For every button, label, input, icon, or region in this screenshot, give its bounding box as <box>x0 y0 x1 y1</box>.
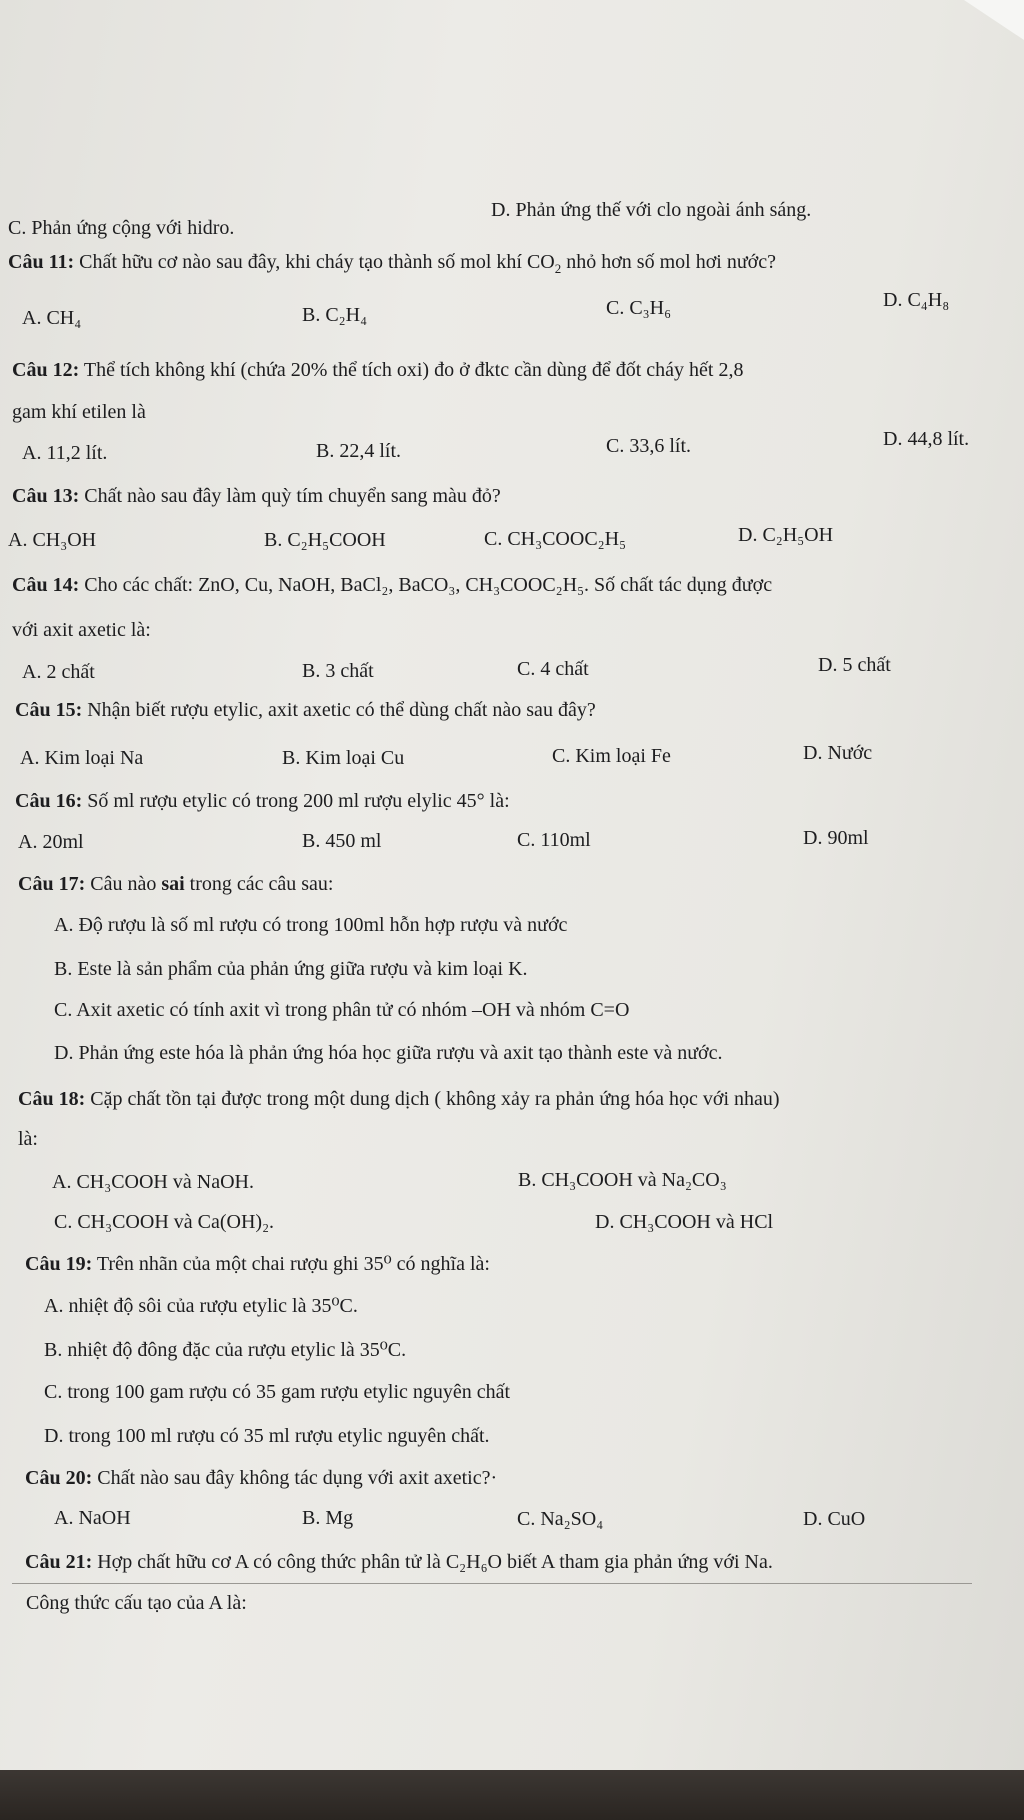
question-21 <box>25 1552 773 1572</box>
question-12-cont: gam khí etilen là <box>12 401 146 423</box>
question-13 <box>12 486 501 506</box>
question-14-cont: với axit axetic là: <box>12 619 151 641</box>
q20-option-d: D. CuO <box>803 1508 866 1530</box>
question-text: Nhận biết rượu etylic, axit axetic có thể dùng chất nào sau đây? <box>82 699 596 721</box>
q19-option-a: A. nhiệt độ sôi của rượu etylic là 35⁰C. <box>44 1295 358 1317</box>
q18-option-d: D. CH₃COOH và HCl <box>595 1211 774 1233</box>
question-number: Câu 14: <box>12 574 80 596</box>
q17-option-c: C. Axit axetic có tính axit vì trong phân tử có nhóm –OH và nhóm C=O <box>54 999 630 1021</box>
q17-option-b: B. Este là sản phẩm của phản ứng giữa rượu và kim loại K. <box>54 958 528 980</box>
q14-option-d: D. 5 chất <box>818 654 891 676</box>
q18-option-c: C. CH₃COOH và Ca(OH)₂. <box>54 1211 275 1233</box>
question-number: Câu 18: <box>18 1088 86 1110</box>
page-corner <box>964 0 1024 40</box>
q16-option-a: A. 20ml <box>18 831 84 853</box>
question-14 <box>12 575 772 595</box>
q14-option-a: A. 2 chất <box>22 661 95 683</box>
question-text: Chất nào sau đây làm quỳ tím chuyển sang màu đỏ? <box>79 485 501 507</box>
question-number: Câu 12: <box>12 359 80 381</box>
q12-option-c: C. 33,6 lít. <box>606 435 692 457</box>
question-number: Câu 20: <box>25 1467 93 1489</box>
q18-option-b: B. CH₃COOH và Na₂CO₃ <box>518 1169 727 1191</box>
q19-option-c: C. trong 100 gam rượu có 35 gam rượu etylic nguyên chất <box>44 1381 511 1403</box>
question-19 <box>25 1254 490 1274</box>
q13-option-a: A. CH₃OH <box>8 529 97 551</box>
question-16 <box>15 791 510 811</box>
q17-option-d: D. Phản ứng este hóa là phản ứng hóa học giữa rượu và axit tạo thành este và nước. <box>54 1042 723 1064</box>
q15-option-a: A. Kim loại Na <box>20 747 144 769</box>
question-text: nhỏ hơn số mol hơi nước? <box>561 251 777 273</box>
q11-option-b: B. C₂H₄ <box>302 304 368 326</box>
question-number: Câu 21: <box>25 1551 93 1573</box>
question-number: Câu 11: <box>8 251 75 273</box>
q13-option-b: B. C₂H₅COOH <box>264 529 386 551</box>
q16-option-c: C. 110ml <box>517 829 591 851</box>
question-text: Thể tích không khí (chứa 20% thể tích oxi) đo ở đktc cần dùng để đốt cháy hết 2,8 <box>79 359 744 381</box>
question-15 <box>15 700 596 720</box>
q11-option-d: D. C₄H₈ <box>883 289 950 311</box>
q13-option-c: C. CH₃COOC₂H₅ <box>484 528 627 550</box>
q14-option-c: C. 4 chất <box>517 658 589 680</box>
subscript: 2 <box>554 261 562 276</box>
q18-option-a: A. CH₃COOH và NaOH. <box>52 1171 254 1193</box>
q17-option-a: A. Độ rượu là số ml rượu có trong 100ml hỗn hợp rượu và nước <box>54 914 568 936</box>
question-number: Câu 19: <box>25 1253 93 1275</box>
q13-option-d: D. C₂H₅OH <box>738 524 834 546</box>
question-number: Câu 16: <box>15 790 83 812</box>
question-12 <box>12 360 743 380</box>
table-edge <box>0 1770 1024 1820</box>
q12-option-d: D. 44,8 lít. <box>883 428 970 450</box>
question-text: Cho các chất: ZnO, Cu, NaOH, BaCl₂, BaCO₃, CH₃COOC₂H₅. Số chất tác dụng được <box>79 574 773 596</box>
q12-option-a: A. 11,2 lít. <box>22 442 108 464</box>
q20-option-b: B. Mg <box>302 1507 354 1529</box>
q14-option-b: B. 3 chất <box>302 660 374 682</box>
question-text: Hợp chất hữu cơ A có công thức phân tử là C₂H₆O biết A tham gia phản ứng với Na. <box>92 1551 773 1573</box>
q19-option-d: D. trong 100 ml rượu có 35 ml rượu etylic nguyên chất. <box>44 1425 490 1447</box>
q11-option-c: C. C₃H₆ <box>606 297 672 319</box>
q12-option-b: B. 22,4 lít. <box>316 440 402 462</box>
q16-option-d: D. 90ml <box>803 827 869 849</box>
question-text: Cặp chất tồn tại được trong một dung dịch ( không xảy ra phản ứng hóa học với nhau) <box>85 1088 780 1110</box>
question-text: Chất nào sau đây không tác dụng với axit axetic?· <box>92 1467 498 1489</box>
question-text: Câu nào <box>85 873 162 895</box>
question-17 <box>18 874 334 894</box>
q11-option-a: A. CH₄ <box>22 307 82 329</box>
question-text: Trên nhãn của một chai rượu ghi 35⁰ có nghĩa là: <box>92 1253 490 1275</box>
q10-option-d: D. Phản ứng thế với clo ngoài ánh sáng. <box>491 199 812 221</box>
q20-option-a: A. NaOH <box>54 1507 131 1529</box>
question-18-cont: là: <box>18 1128 38 1150</box>
q19-option-b: B. nhiệt độ đông đặc của rượu etylic là 35⁰C. <box>44 1339 407 1361</box>
q15-option-b: B. Kim loại Cu <box>282 747 405 769</box>
question-number: Câu 17: <box>18 873 86 895</box>
question-21-cont: Công thức cấu tạo của A là: <box>26 1592 247 1614</box>
q10-option-c: C. Phản ứng cộng với hidro. <box>8 217 235 239</box>
q20-option-c: C. Na₂SO₄ <box>517 1508 604 1530</box>
question-11 <box>8 251 777 276</box>
question-20 <box>25 1468 497 1488</box>
question-18 <box>18 1089 780 1109</box>
q15-option-d: D. Nước <box>803 742 873 764</box>
question-number: Câu 13: <box>12 485 80 507</box>
question-text: Chất hữu cơ nào sau đây, khi cháy tạo thành số mol khí CO <box>74 251 555 273</box>
question-number: Câu 15: <box>15 699 83 721</box>
question-text: trong các câu sau: <box>184 873 334 895</box>
q16-option-b: B. 450 ml <box>302 830 382 852</box>
divider-line <box>12 1583 972 1584</box>
question-text: Số ml rượu etylic có trong 200 ml rượu elylic 45° là: <box>82 790 510 812</box>
q15-option-c: C. Kim loại Fe <box>552 745 671 767</box>
emphasis-word: sai <box>161 873 185 895</box>
